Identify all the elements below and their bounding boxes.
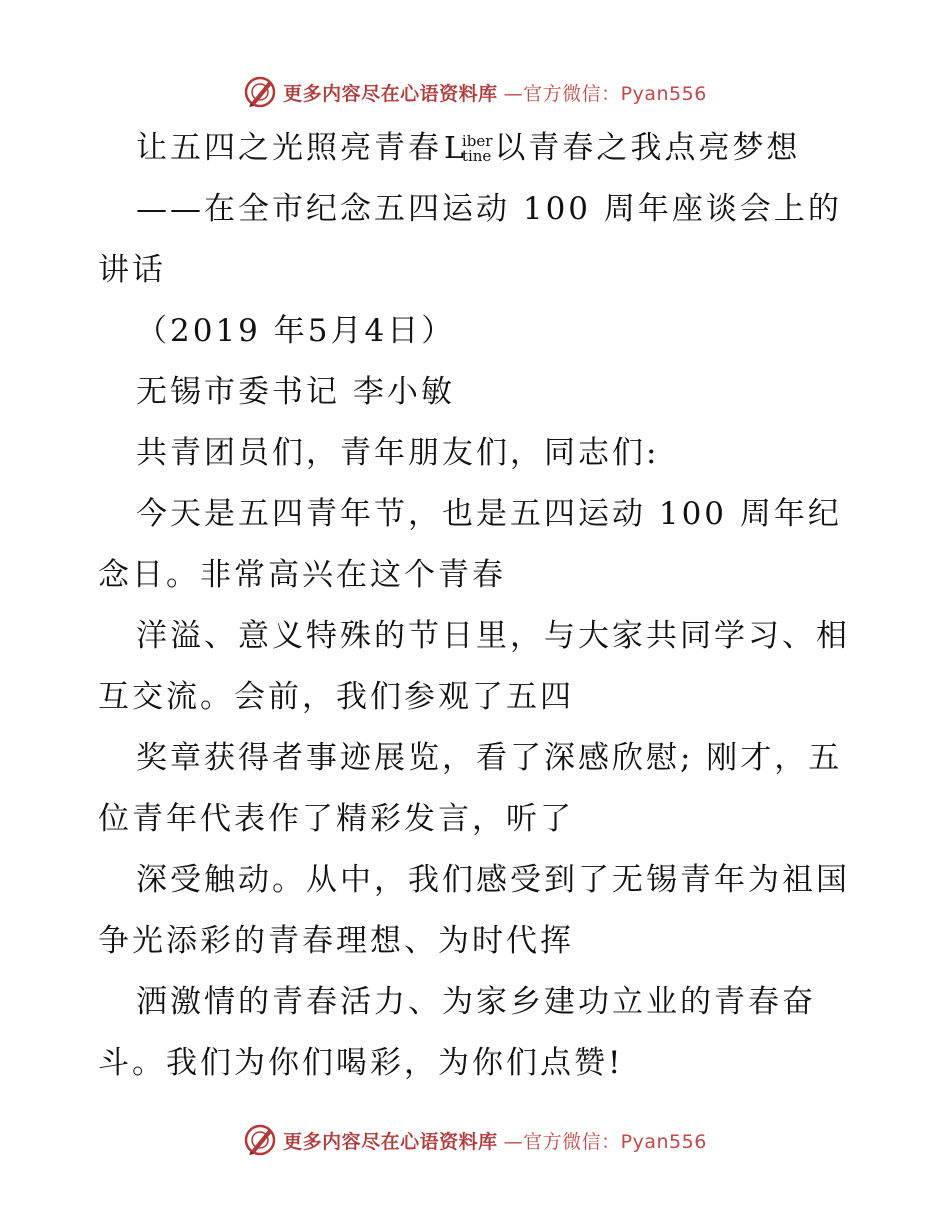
libertine-mark xyxy=(444,118,492,179)
site-name: 更多内容尽在心语资料库 xyxy=(283,82,498,105)
wechat-contact: —官方微信：Pyan556 xyxy=(503,1130,707,1153)
paragraph-line: 奖章获得者事迹展览，看了深感欣慰; 刚才，五 xyxy=(136,740,843,776)
document-body xyxy=(98,118,858,1094)
paragraph-line: 互交流。会前，我们参观了五四 xyxy=(98,679,574,715)
paragraph-line: 今天是五四青年节，也是五四运动 100 周年纪 xyxy=(136,496,842,532)
document-title xyxy=(98,118,858,179)
subtitle-line-1: ——在全市纪念五四运动 100 周年座谈会上的 xyxy=(136,191,842,227)
paragraph-line: 位青年代表作了精彩发言，听了 xyxy=(98,801,574,837)
date-line: （2019 年5月4日） xyxy=(136,313,456,349)
site-name: 更多内容尽在心语资料库 xyxy=(283,1130,498,1153)
paragraph-line: 斗。我们为你们喝彩，为你们点赞! xyxy=(98,1045,624,1081)
subtitle-line-2: 讲话 xyxy=(98,252,166,288)
salutation-line: 共青团员们，青年朋友们，同志们: xyxy=(136,435,660,471)
paragraph-line: 争光添彩的青春理想、为时代挥 xyxy=(98,923,574,959)
pen-logo-icon xyxy=(243,1123,277,1157)
wechat-contact: —官方微信：Pyan556 xyxy=(503,82,707,105)
paragraph-line: 深受触动。从中，我们感受到了无锡青年为祖国 xyxy=(136,862,850,898)
libertine-top: iber xyxy=(461,131,493,150)
author-line: 无锡市委书记 李小敏 xyxy=(136,374,455,410)
title-part-2: 以青春之我点亮梦想 xyxy=(494,130,801,166)
libertine-bottom: tine xyxy=(461,146,492,165)
paragraph-line: 洋溢、意义特殊的节日里，与大家共同学习、相 xyxy=(136,618,850,654)
paragraph-line: 念日。非常高兴在这个青春 xyxy=(98,557,506,593)
footer-banner xyxy=(0,1120,950,1160)
header-banner xyxy=(0,72,950,112)
paragraph-line: 洒激情的青春活力、为家乡建功立业的青春奋 xyxy=(136,984,816,1020)
pen-logo-icon xyxy=(243,75,277,109)
title-part-1: 让五四之光照亮青春 xyxy=(136,130,442,166)
libertine-big-letter: L xyxy=(444,131,464,166)
